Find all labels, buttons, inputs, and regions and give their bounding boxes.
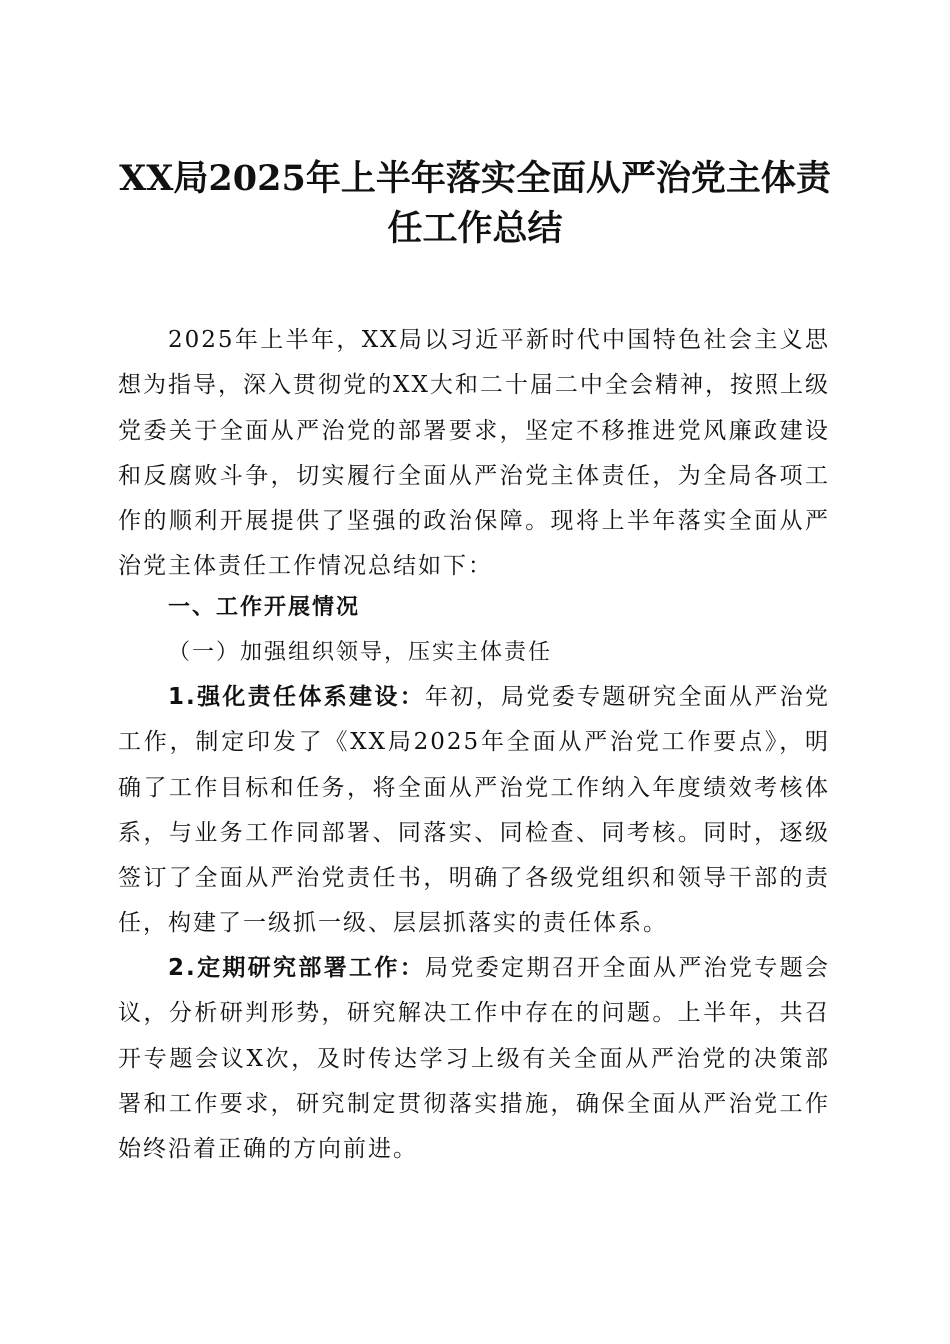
document-title: XX局2025年上半年落实全面从严治党主体责任工作总结	[119, 158, 831, 249]
subsection-heading: （一）加强组织领导，压实主体责任	[168, 640, 553, 665]
item-1-lead: 1.强化责任体系建设：	[168, 684, 426, 710]
intro-paragraph: 2025年上半年，XX局以习近平新时代中国特色社会主义思想为指导，深入贯彻党的XX大和二十届二中全会精神，按照上级党委关于全面从严治党的部署要求，坚定不移推进党风廉政建设和反腐败斗争，切实履行全面从严治党主体责任，为全局各项工作的顺利开展提供了坚强的政治保障。现将上半年落实全面从严治党主体责任工作情况总结如下：	[118, 327, 830, 580]
item-2-text: 局党委定期召开全面从严治党专题会议，分析研判形势，研究解决工作中存在的问题。上半年，共召开专题会议X次，及时传达学习上级有关全面从严治党的决策部署和工作要求，研究制定贯彻落实措施，确保全面从严治党工作始终沿着正确的方向前进。	[118, 955, 830, 1163]
item-1-paragraph	[118, 675, 830, 947]
item-2-lead: 2.定期研究部署工作：	[168, 955, 426, 981]
item-2-paragraph	[118, 946, 830, 1172]
section-heading: 一、工作开展情况	[168, 595, 361, 620]
item-1-text: 年初，局党委专题研究全面从严治党工作，制定印发了《XX局2025年全面从严治党工作要点》，明确了工作目标和任务，将全面从严治党工作纳入年度绩效考核体系，与业务工作同部署、同落实、同检查、同考核。同时，逐级签订了全面从严治党责任书，明确了各级党组织和领导干部的责任，构建了一级抓一级、层层抓落实的责任体系。	[118, 684, 830, 937]
